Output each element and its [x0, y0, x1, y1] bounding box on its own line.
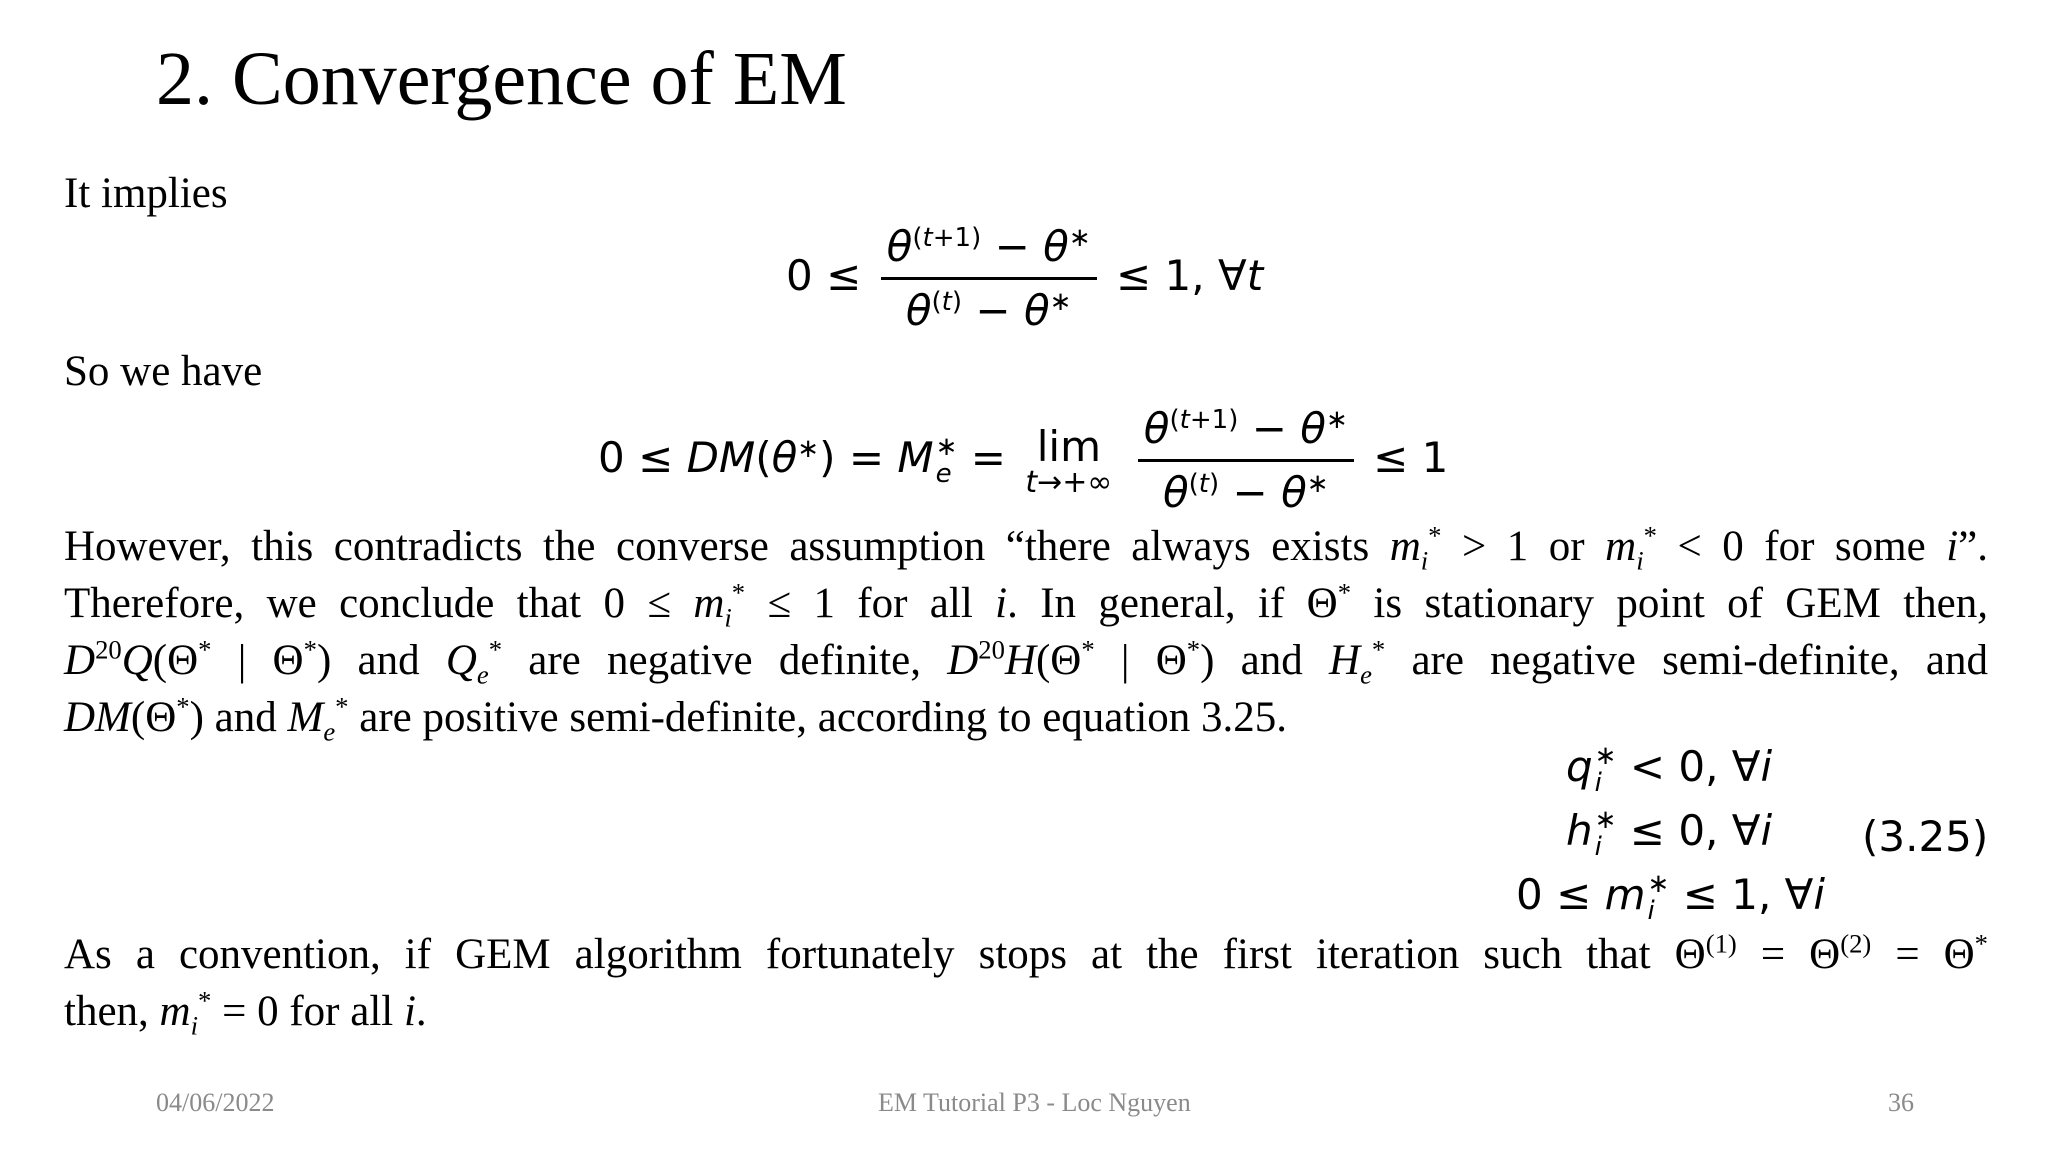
ratio-fraction: $\frac{\theta^{(t+1)} - \theta^∗}{\theta^{(t)} - \theta^∗}$ — [881, 222, 1097, 335]
body-paragraph — [64, 518, 1988, 746]
body-line-1: However, this contradicts the converse assumption “there always exists $m_i^* > 1$ or $m_i^* < 0$ for some i”. — [64, 520, 1989, 576]
limit-fraction: $\frac{\theta^{(t+1)} - \theta^∗}{\theta^{(t)} - \theta^∗}$ — [1138, 404, 1354, 517]
intro-text-so-we-have: So we have — [64, 348, 263, 395]
footer-title: EM Tutorial P3 - Loc Nguyen — [878, 1088, 1191, 1117]
footer-date: 04/06/2022 — [156, 1088, 275, 1117]
equation-number: (3.25) — [1862, 812, 1989, 861]
equation-q-negative: q ∗ i < 0, ∀i — [1566, 741, 1773, 798]
final-line-2: then, $m_i^* = 0$ for all i. — [64, 985, 427, 1041]
equation-m-bounded: 0 ≤ m ∗ i ≤ 1, ∀i — [1516, 869, 1826, 926]
final-line-1: As a convention, if GEM algorithm fortunately stops at the first iteration such that $\Theta^{(1)} = \Theta^{(2)} = \Theta^*$ — [64, 928, 1988, 978]
equation-h-nonpositive: h ∗ i ≤ 0, ∀i — [1566, 805, 1773, 862]
final-paragraph — [64, 926, 1988, 1040]
intro-text-implies: It implies — [64, 170, 228, 217]
body-line-3: $D^{20}Q(\Theta^*$ | Θ*) and $Q_e^*$ are negative definite, $D^{20}H(\Theta^*$ | Θ*) and $H_e^*$ are negative semi-definite, and — [64, 634, 1988, 690]
equation-limit: 0 ≤ DM(θ∗) = M ∗ e = lim t→+∞ $\frac{\theta^{(t+1)} - \theta^∗}{\theta^{(t)} - \theta^∗}$ ≤ 1 — [598, 404, 1449, 517]
limit-operator: lim t→+∞ — [1025, 421, 1113, 500]
body-line-2: Therefore, we conclude that $0 \le m_i^* \le 1$ for all i. In general, if Θ* is stationary point of GEM then, — [64, 577, 1989, 633]
body-line-4: DM(Θ*) and $M_e^*$ are positive semi-definite, according to equation 3.25. — [64, 691, 1288, 747]
equation-ratio-bound: 0 ≤ $\frac{\theta^{(t+1)} - \theta^∗}{\theta^{(t)} - \theta^∗}$ ≤ 1, ∀t — [786, 222, 1264, 335]
slide-title: 2. Convergence of EM — [156, 37, 847, 121]
footer-page-number: 36 — [1888, 1088, 1914, 1117]
